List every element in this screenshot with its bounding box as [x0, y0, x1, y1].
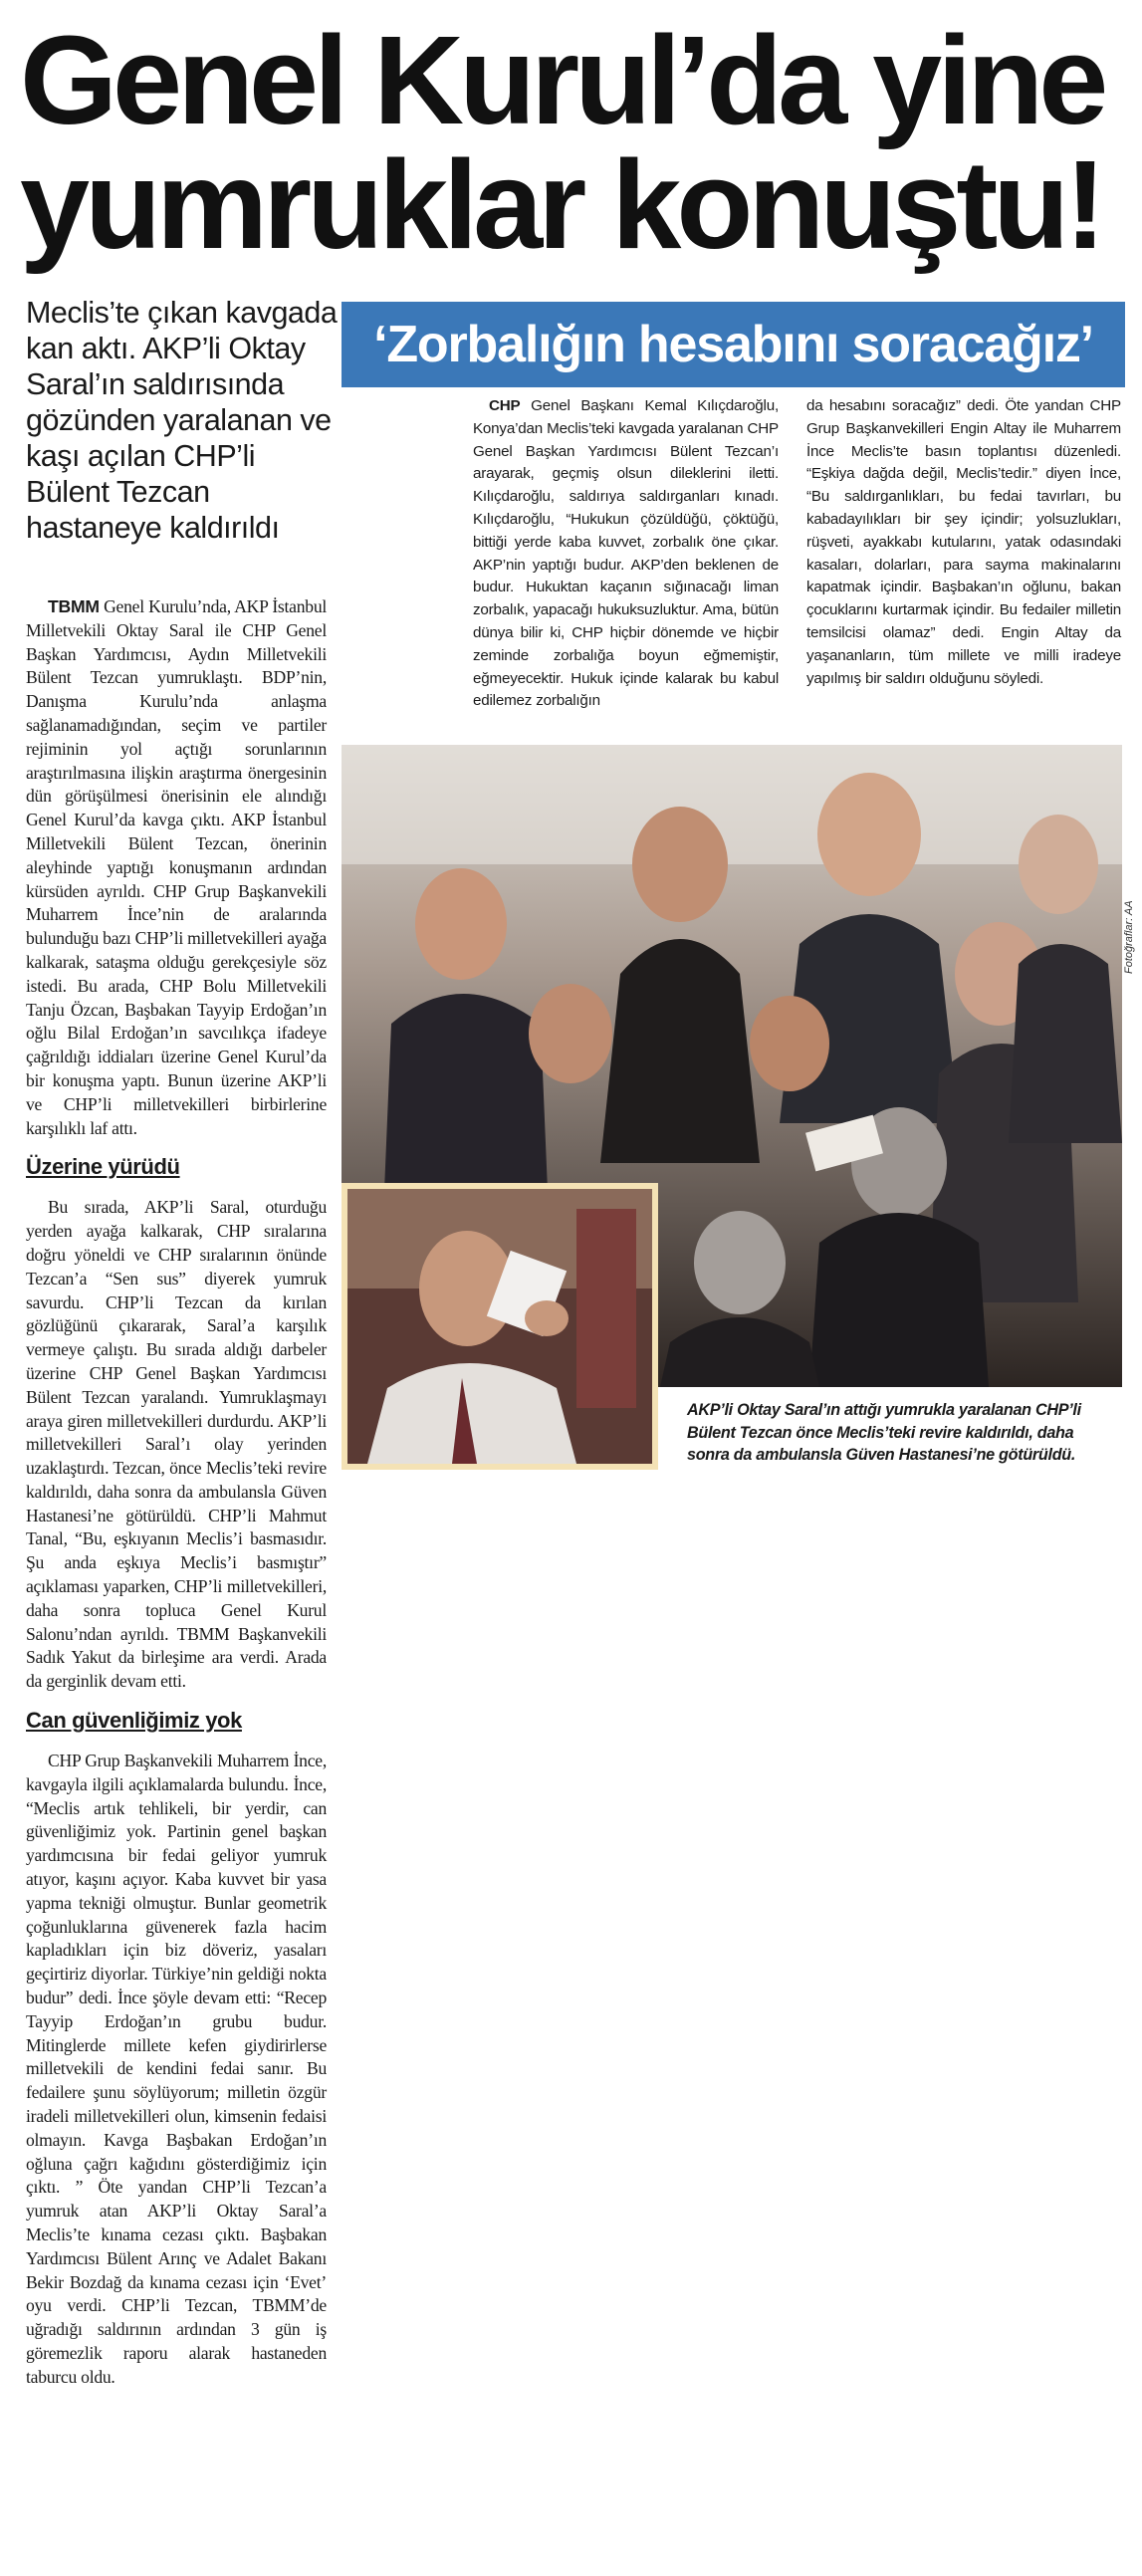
section2-paragraph: CHP Grup Başkanvekili Muharrem İnce, kavgayla ilgili açıklamalarda bulundu. İnce, “Meclis artık tehlikeli, bir yerdir, can güvenliğimiz yok. Partinin genel başkan yardımcısına bir fedai geliyor yumruk atıyor, kaşını açıyor. Kaba kuvvet bir yasa yapma tekniği olmuştur. Bunlar geometrik çoğunluklarına güvenerek fazla hacim kapladıkları için biz döveriz, yasaları geçirtiriz diyorlar. Türkiye’nin geldiği nokta budur” dedi. İnce şöyle devam etti: “Recep Tayyip Erdoğan’ın grubu budur. Mitinglerde millete kefen giydirirlerse milletvekili de kendini fedai sanır. Bu fedailere şunu söylüyorum; milletin özgür iradeli milletvekilleri olun, kimsenin fedaisi olmayın. Kavga Başbakan Erdoğan’ın oğluna çağrı kağıdını gösterdiğimiz için çıktı. ” Öte yandan CHP’li Tezcan’a yumruk atan AKP’li Oktay Saral’a Meclis’te kınama cezası çıktı. Başbakan Yardımcısı Bülent Arınç ve Adalet Bakanı Bekir Bozdağ da kınama cezası için ‘Evet’ oyu verdi. CHP’li Tezcan, TBMM’de uğradığı saldırının ardından 3 gün iş göremezlik raporu alarak hastaneden taburcu oldu. [26, 1751, 327, 2387]
photo-caption: AKP’li Oktay Saral’ın attığı yumrukla yaralanan CHP’li Bülent Tezcan önce Meclis’teki revire kaldırıldı, daha sonra da ambulansla Güven Hastanesi’ne götürüldü. [687, 1401, 1081, 1464]
intro-paragraph [26, 595, 327, 1140]
left-column [26, 595, 327, 2390]
inset-photo [342, 1183, 658, 1470]
side-story-paragraph-2: da hesabını soracağız” dedi. Öte yandan CHP Grup Başkanvekilleri Engin Altay ile Muharrem İnce Meclis’te basın toplantısı düzenledi. “Eşkiya dağda değil, Meclis’tedir.” diyen İnce, “Bu saldırganlıkları, bu fedai tavırları, bu kabadayılıkları bir şey içindir; yolsuzlukları, rüşveti, ayakkabı kutularını, yatak odasındaki kasaları, dolarları, para sayma makinalarını kapatmak içindir. Başbakan’ın oğlunu, bakan çocuklarını kurtarmak içindir. Bu fedailer milletin temsilcisi olamaz” dedi. Engin Altay da yaşananların, tüm millete ve milli iradeye yapılmış bir saldırı olduğunu söyledi. [806, 397, 1121, 687]
subhead-can-guvenligimiz-yok: Can güvenliğimiz yok [26, 1708, 242, 1734]
photo-credit: Fotoğraflar: AA [1123, 900, 1135, 974]
lead-word: TBMM [48, 596, 100, 616]
subhead-uzerine-yurudu: Üzerine yürüdü [26, 1154, 180, 1180]
side-story-title: ‘Zorbalığın hesabını soracağız’ [342, 302, 1125, 387]
side-story-text-1: Genel Başkanı Kemal Kılıçdaroğlu, Konya’dan Meclis’teki kavgada yaralanan CHP Genel Başkan Yardımcısı Bülent Tezcan’ı arayarak, geçmiş olsun dileklerini iletti. Kılıçdaroğlu, saldırıya saldırganları kınadı. Kılıçdaroğlu, “Hukukun çözüldüğü, çöktüğü, bittiği yerde kaba kuvvet, zorbalık öne çıkar. AKP’nin yaptığı budur. AKP’den beklenen de budur. Hukuktan kaçanın sığınacağı liman zorbalık, yapacağı hukuksuzluktur. Ama, bütün dünya bilir ki, CHP hiçbir dönemde ve hiçbir zeminde zorbalığa boyun eğmemiştir, eğmeyecektir. Hukuk içinde kalarak bu kabul edilemez zorbalığın [473, 397, 779, 710]
deck: Meclis’te çıkan kavgada kan aktı. AKP’li Oktay Saral’ın saldırısında gözünden yaralanan ve kaşı açılan CHP’li Bülent Tezcan hastaneye kaldırıldı [26, 296, 338, 545]
side-story-column-2 [806, 395, 1121, 690]
section1-paragraph: Bu sırada, AKP’li Saral, oturduğu yerden ayağa kalkarak, CHP sıralarına doğru yöneldi ve CHP sıralarının önünde Tezcan’a “Sen sus” diyerek yumruk savurdu. CHP’li Tezcan da kırılan gözlüğünü çıkararak, Saral’a karşılık vermeye çalıştı. Bu sırada aldığı darbeler üzerine CHP Genel Başkan Yardımcısı Bülent Tezcan yaralandı. Yumruklaşmayı araya giren milletvekilleri durdurdu. AKP’li milletvekilleri Saral’ı olay yerinden uzaklaştırdı. Tezcan, önce Meclis’teki revire kaldırıldı, daha sonra da ambulansla Güven Hastanesi’ne götürüldü. CHP’li Mahmut Tanal, “Bu, eşkıyanın Meclis’i basmasıdır. Şu anda eşkıya Meclis’i basmıştır” açıklaması yaparken, CHP’li milletvekilleri, daha sonra topluca Genel Kurul Salonu’ndan ayrıldı. TBMM Başkanvekili Sadık Yakut da birleşime ara verdi. Arada da gerginlik devam etti. [26, 1197, 327, 1692]
inset-photo-illustration [347, 1189, 652, 1464]
side-story-lead-word: CHP [489, 397, 521, 414]
intro-text: Genel Kurulu’nda, AKP İstanbul Milletvekili Oktay Saral ile CHP Genel Başkan Yardımcısı, Aydın Milletvekili Bülent Tezcan yumruklaştı. BDP’nin, Danışma Kurulu’nda anlaşma sağlanamadığından, seçim ve partiler rejiminin yol açtığı sorunlarının araştırılmasına ilişkin araştırma önergesinin dün görüşülmesi önerisinin ele alındığı Genel Kurul’da kavga çıktı. AKP İstanbul Milletvekili Bülent Tezcan, önerinin aleyhinde yaptığı konuşmanın ardından kürsüden ayrıldı. CHP Grup Başkanvekili Muharrem İnce’nin de aralarında bulunduğu bazı CHP’li milletvekilleri ayağa kalkarak, sataşma olduğu gerekçesiyle söz istedi. Bu arada, CHP Bolu Milletvekili Tanju Özcan, Başbakan Tayyip Erdoğan’ın oğlu Bilal Erdoğan’ın savcılıkça ifadeye çağrıldığı iddiaları üzerine Genel Kurul’da bir konuşma yaptı. Bunun üzerine AKP’li ve CHP’li milletvekilleri birbirlerine karşılıklı laf attı. [26, 596, 327, 1138]
headline [20, 10, 1130, 275]
side-story-column-1 [473, 395, 779, 713]
headline-line-1: Genel Kurul’da yine [20, 10, 1104, 150]
headline-line-2: yumruklar konuştu! [20, 134, 1102, 275]
side-story-paragraph-1 [473, 395, 779, 713]
